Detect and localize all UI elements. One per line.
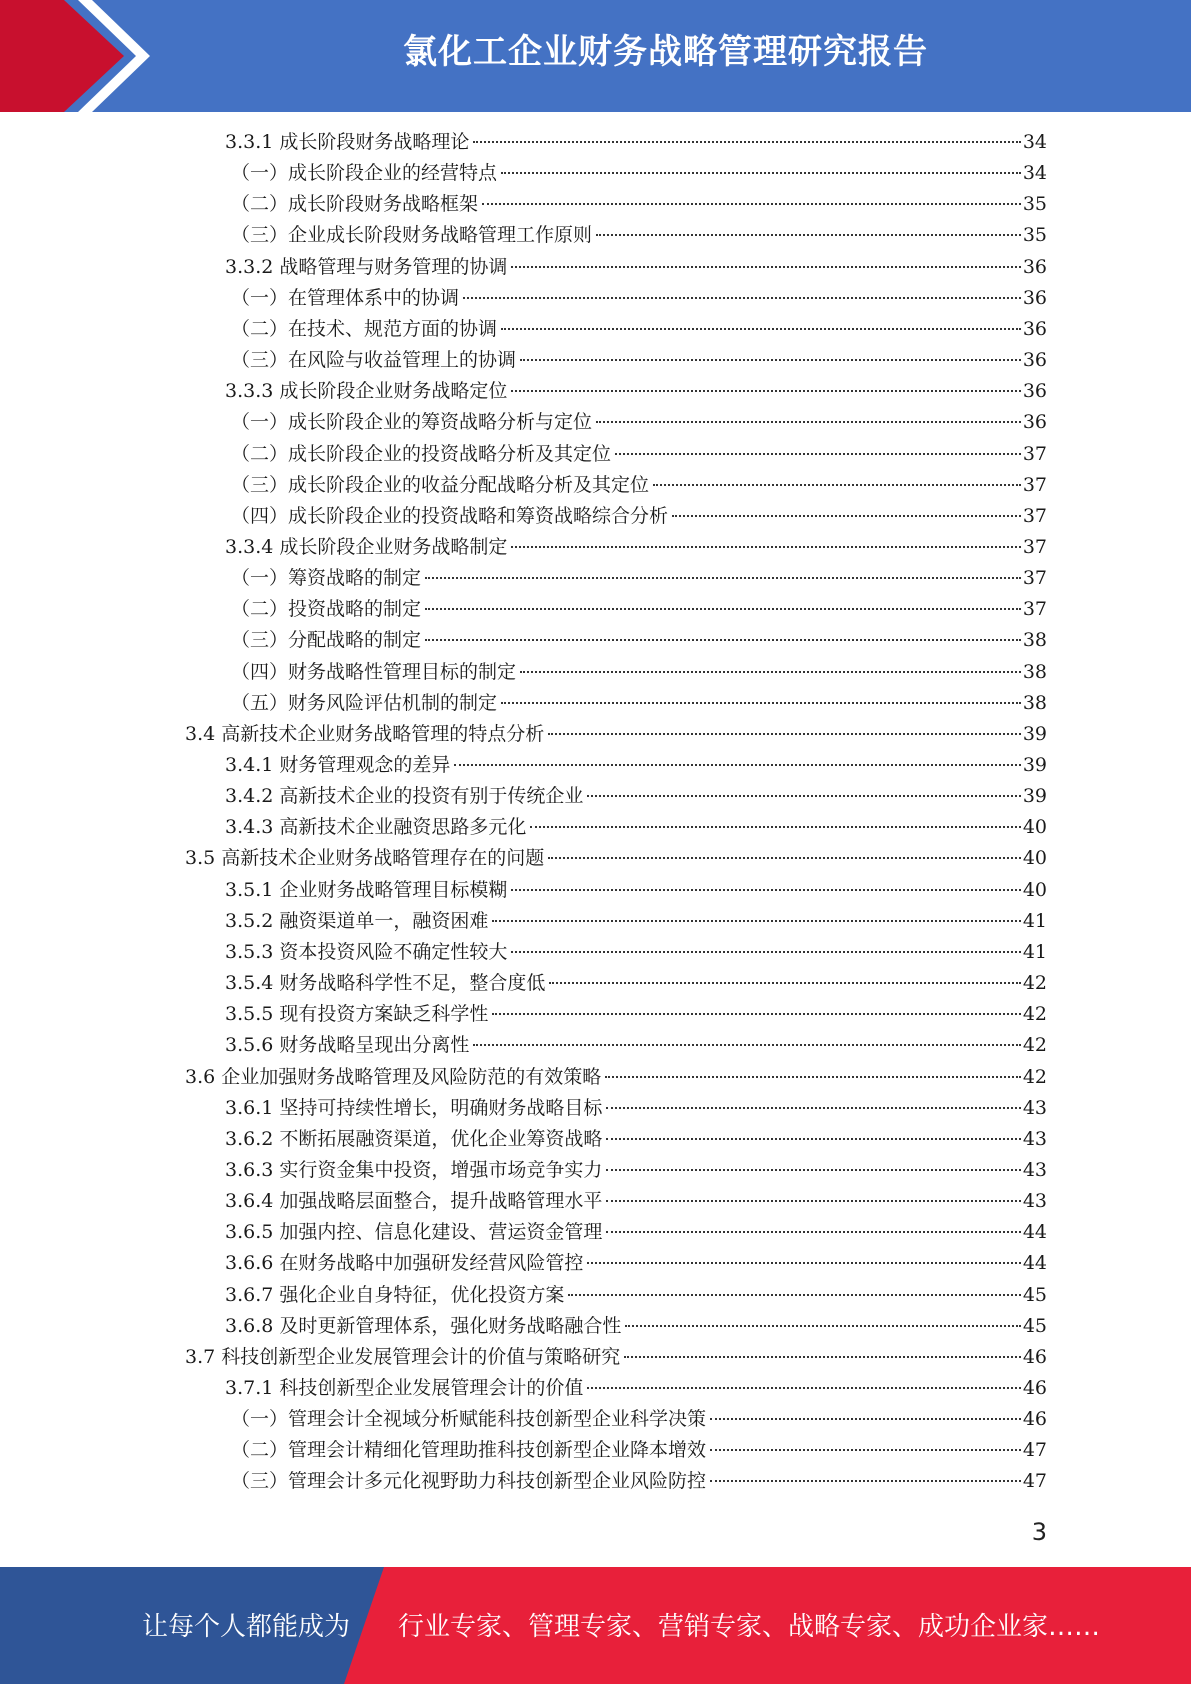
toc-dot-leader bbox=[587, 795, 1020, 797]
toc-dot-leader bbox=[425, 639, 1021, 641]
footer-slogan-right: 行业专家、管理专家、营销专家、战略专家、成功企业家…… bbox=[398, 1612, 1101, 1642]
toc-entry[interactable] bbox=[231, 625, 1047, 656]
toc-entry-label: （二）成长阶段企业的投资战略分析及其定位 bbox=[231, 442, 612, 465]
toc-dot-leader bbox=[492, 1013, 1020, 1015]
toc-entry-label: 3.6.1 坚持可持续性增长，明确财务战略目标 bbox=[225, 1096, 603, 1119]
toc-entry-label: 3.5.2 融资渠道单一，融资困难 bbox=[225, 909, 489, 932]
toc-entry-page: 40 bbox=[1022, 878, 1047, 901]
toc-entry-page: 35 bbox=[1022, 224, 1047, 247]
toc-entry[interactable] bbox=[225, 1030, 1047, 1061]
toc-entry-label: （三）管理会计多元化视野助力科技创新型企业风险防控 bbox=[231, 1470, 707, 1493]
toc-dot-leader bbox=[606, 1231, 1020, 1233]
toc-dot-leader bbox=[605, 1076, 1021, 1078]
toc-entry-page: 41 bbox=[1022, 909, 1047, 932]
toc-entry[interactable] bbox=[231, 439, 1047, 470]
toc-entry[interactable] bbox=[231, 688, 1047, 719]
toc-entry-page: 42 bbox=[1022, 1034, 1047, 1057]
toc-dot-leader bbox=[548, 733, 1021, 735]
toc-dot-leader bbox=[473, 141, 1020, 143]
toc-entry-label: 3.6 企业加强财务战略管理及风险防范的有效策略 bbox=[185, 1065, 602, 1088]
toc-entry-page: 44 bbox=[1022, 1221, 1047, 1244]
toc-dot-leader bbox=[596, 421, 1021, 423]
toc-entry-page: 36 bbox=[1022, 380, 1047, 403]
toc-entry-label: （一）成长阶段企业的经营特点 bbox=[231, 162, 498, 185]
toc-entry-label: 3.3.3 成长阶段企业财务战略定位 bbox=[225, 380, 508, 403]
page-header bbox=[0, 0, 1191, 112]
toc-entry[interactable] bbox=[225, 1124, 1047, 1155]
toc-entry[interactable] bbox=[225, 1373, 1047, 1404]
toc-entry-page: 38 bbox=[1022, 691, 1047, 714]
toc-dot-leader bbox=[501, 328, 1021, 330]
toc-entry[interactable] bbox=[231, 220, 1047, 251]
toc-dot-leader bbox=[501, 702, 1021, 704]
toc-entry-label: 3.3.2 战略管理与财务管理的协调 bbox=[225, 255, 508, 278]
toc-entry-page: 45 bbox=[1022, 1314, 1047, 1337]
toc-entry-page: 42 bbox=[1022, 1003, 1047, 1026]
toc-dot-leader bbox=[463, 297, 1021, 299]
toc-entry[interactable] bbox=[225, 1280, 1047, 1311]
toc-dot-leader bbox=[625, 1325, 1020, 1327]
toc-entry[interactable] bbox=[231, 345, 1047, 376]
toc-entry[interactable] bbox=[225, 812, 1047, 843]
toc-entry-label: 3.4.3 高新技术企业融资思路多元化 bbox=[225, 816, 527, 839]
toc-dot-leader bbox=[501, 172, 1021, 174]
toc-entry[interactable] bbox=[231, 283, 1047, 314]
toc-entry-label: 3.4.2 高新技术企业的投资有别于传统企业 bbox=[225, 785, 584, 808]
toc-entry-page: 37 bbox=[1022, 442, 1047, 465]
toc-entry-label: （三）企业成长阶段财务战略管理工作原则 bbox=[231, 224, 593, 247]
toc-entry-label: （一）管理会计全视域分析赋能科技创新型企业科学决策 bbox=[231, 1408, 707, 1431]
toc-dot-leader bbox=[587, 1262, 1020, 1264]
toc-entry[interactable] bbox=[231, 1466, 1047, 1497]
toc-entry-label: 3.3.1 成长阶段财务战略理论 bbox=[225, 131, 470, 153]
toc-entry-label: （二）投资战略的制定 bbox=[231, 598, 422, 621]
toc-dot-leader bbox=[549, 982, 1020, 984]
page-number: 3 bbox=[1031, 1518, 1047, 1546]
toc-entry-label: 3.6.2 不断拓展融资渠道，优化企业筹资战略 bbox=[225, 1127, 603, 1150]
toc-entry-label: （二）成长阶段财务战略框架 bbox=[231, 193, 479, 216]
toc-entry[interactable] bbox=[231, 1404, 1047, 1435]
footer-slogan-left: 让每个人都能成为 bbox=[142, 1612, 351, 1642]
toc-entry-label: （三）在风险与收益管理上的协调 bbox=[231, 349, 517, 372]
toc-entry[interactable] bbox=[225, 252, 1047, 283]
toc-entry-page: 37 bbox=[1022, 567, 1047, 590]
toc-entry-label: （一）筹资战略的制定 bbox=[231, 567, 422, 590]
toc-entry[interactable] bbox=[225, 1155, 1047, 1186]
toc-dot-leader bbox=[624, 1356, 1021, 1358]
toc-entry[interactable] bbox=[225, 781, 1047, 812]
toc-entry[interactable] bbox=[231, 594, 1047, 625]
toc-entry[interactable] bbox=[225, 1217, 1047, 1248]
toc-entry-label: 3.5.6 财务战略呈现出分离性 bbox=[225, 1034, 470, 1057]
toc-entry-page: 34 bbox=[1022, 162, 1047, 185]
toc-entry[interactable] bbox=[231, 189, 1047, 220]
toc-dot-leader bbox=[568, 1294, 1020, 1296]
toc-entry-page: 43 bbox=[1022, 1096, 1047, 1119]
toc-dot-leader bbox=[672, 515, 1021, 517]
toc-entry-page: 36 bbox=[1022, 349, 1047, 372]
toc-entry-page: 37 bbox=[1022, 473, 1047, 496]
toc-entry[interactable] bbox=[231, 470, 1047, 501]
toc-dot-leader bbox=[492, 920, 1020, 922]
toc-entry-label: 3.6.6 在财务战略中加强研发经营风险管控 bbox=[225, 1252, 584, 1275]
toc-entry-label: 3.6.8 及时更新管理体系，强化财务战略融合性 bbox=[225, 1314, 622, 1337]
toc-entry-page: 41 bbox=[1022, 940, 1047, 963]
toc-entry-page: 36 bbox=[1022, 286, 1047, 309]
toc-entry[interactable] bbox=[225, 937, 1047, 968]
toc-dot-leader bbox=[653, 484, 1021, 486]
toc-entry-page: 39 bbox=[1022, 785, 1047, 808]
toc-dot-leader bbox=[587, 1387, 1020, 1389]
toc-entry[interactable] bbox=[185, 1342, 1047, 1373]
toc-dot-leader bbox=[511, 266, 1020, 268]
toc-entry[interactable] bbox=[225, 1311, 1047, 1342]
toc-entry[interactable] bbox=[225, 968, 1047, 999]
toc-entry-label: 3.7 科技创新型企业发展管理会计的价值与策略研究 bbox=[185, 1345, 621, 1368]
toc-entry[interactable] bbox=[225, 750, 1047, 781]
page-footer bbox=[0, 1567, 1191, 1684]
toc-entry[interactable] bbox=[225, 532, 1047, 563]
toc-entry-label: 3.5.1 企业财务战略管理目标模糊 bbox=[225, 878, 508, 901]
toc-dot-leader bbox=[454, 764, 1020, 766]
toc-entry-page: 36 bbox=[1022, 411, 1047, 434]
toc-entry-page: 34 bbox=[1022, 131, 1047, 153]
toc-entry-page: 43 bbox=[1022, 1158, 1047, 1181]
toc-entry-page: 44 bbox=[1022, 1252, 1047, 1275]
toc-entry-page: 43 bbox=[1022, 1127, 1047, 1150]
toc-entry[interactable] bbox=[231, 314, 1047, 345]
toc-entry-page: 47 bbox=[1022, 1470, 1047, 1493]
toc-entry-page: 43 bbox=[1022, 1190, 1047, 1213]
toc-entry[interactable] bbox=[231, 657, 1047, 688]
toc-entry[interactable] bbox=[231, 158, 1047, 189]
toc-entry-page: 36 bbox=[1022, 317, 1047, 340]
toc-entry-label: 3.4 高新技术企业财务战略管理的特点分析 bbox=[185, 722, 545, 745]
toc-entry[interactable] bbox=[231, 1435, 1047, 1466]
toc-entry-label: （五）财务风险评估机制的制定 bbox=[231, 691, 498, 714]
toc-dot-leader bbox=[530, 826, 1020, 828]
toc-entry-page: 45 bbox=[1022, 1283, 1047, 1306]
toc-dot-leader bbox=[606, 1200, 1020, 1202]
toc-entry-page: 42 bbox=[1022, 1065, 1047, 1088]
toc-entry-page: 37 bbox=[1022, 535, 1047, 558]
toc-entry-label: 3.6.7 强化企业自身特征，优化投资方案 bbox=[225, 1283, 565, 1306]
toc-dot-leader bbox=[606, 1169, 1020, 1171]
toc-dot-leader bbox=[425, 608, 1021, 610]
toc-entry-page: 38 bbox=[1022, 629, 1047, 652]
toc-entry-page: 37 bbox=[1022, 504, 1047, 527]
toc-entry-page: 38 bbox=[1022, 660, 1047, 683]
toc-entry-page: 37 bbox=[1022, 598, 1047, 621]
toc-entry[interactable] bbox=[185, 719, 1047, 750]
toc-entry-page: 46 bbox=[1022, 1377, 1047, 1399]
toc-entry-label: 3.6.4 加强战略层面整合，提升战略管理水平 bbox=[225, 1190, 603, 1213]
toc-dot-leader bbox=[511, 889, 1020, 891]
toc-dot-leader bbox=[473, 1044, 1020, 1046]
toc-entry-label: 3.5 高新技术企业财务战略管理存在的问题 bbox=[185, 847, 545, 870]
toc-entry-label: 3.6.5 加强内控、信息化建设、营运资金管理 bbox=[225, 1221, 603, 1244]
toc-entry[interactable] bbox=[231, 407, 1047, 438]
toc-entry[interactable] bbox=[225, 906, 1047, 937]
toc-entry-label: （四）成长阶段企业的投资战略和筹资战略综合分析 bbox=[231, 504, 669, 527]
toc-dot-leader bbox=[520, 359, 1021, 361]
toc-entry-page: 35 bbox=[1022, 193, 1047, 216]
toc-entry-label: 3.4.1 财务管理观念的差异 bbox=[225, 754, 451, 776]
toc-dot-leader bbox=[482, 203, 1021, 205]
toc-dot-leader bbox=[425, 577, 1021, 579]
toc-dot-leader bbox=[710, 1449, 1021, 1451]
toc-entry-page: 46 bbox=[1022, 1345, 1047, 1368]
toc-dot-leader bbox=[710, 1418, 1021, 1420]
toc-entry-label: 3.5.3 资本投资风险不确定性较大 bbox=[225, 940, 508, 963]
toc-entry[interactable] bbox=[225, 999, 1047, 1030]
toc-dot-leader bbox=[511, 546, 1020, 548]
toc-entry[interactable] bbox=[225, 1186, 1047, 1217]
toc-dot-leader bbox=[615, 453, 1021, 455]
toc-entry-label: （二）管理会计精细化管理助推科技创新型企业降本增效 bbox=[231, 1439, 707, 1462]
toc-entry-label: （四）财务战略性管理目标的制定 bbox=[231, 660, 517, 683]
toc-dot-leader bbox=[511, 951, 1020, 953]
toc-entry[interactable] bbox=[225, 1093, 1047, 1124]
toc-entry-page: 40 bbox=[1022, 816, 1047, 839]
toc-entry[interactable] bbox=[225, 127, 1047, 158]
toc-entry-label: （三）成长阶段企业的收益分配战略分析及其定位 bbox=[231, 473, 650, 496]
toc-dot-leader bbox=[606, 1107, 1020, 1109]
toc-entry[interactable] bbox=[185, 843, 1047, 874]
toc-entry-label: 3.5.5 现有投资方案缺乏科学性 bbox=[225, 1003, 489, 1026]
toc-entry-label: 3.6.3 实行资金集中投资，增强市场竞争实力 bbox=[225, 1158, 603, 1181]
toc-entry-page: 46 bbox=[1022, 1408, 1047, 1431]
toc-entry-label: （三）分配战略的制定 bbox=[231, 629, 422, 652]
toc-dot-leader bbox=[520, 671, 1021, 673]
toc-entry-label: 3.7.1 科技创新型企业发展管理会计的价值 bbox=[225, 1377, 584, 1399]
toc-entry-page: 40 bbox=[1022, 847, 1047, 870]
toc-entry-page: 39 bbox=[1022, 722, 1047, 745]
toc-entry-label: 3.3.4 成长阶段企业财务战略制定 bbox=[225, 535, 508, 558]
toc-entry[interactable] bbox=[231, 563, 1047, 594]
toc-entry-page: 47 bbox=[1022, 1439, 1047, 1462]
toc-entry[interactable] bbox=[225, 1248, 1047, 1279]
toc-entry[interactable] bbox=[231, 501, 1047, 532]
toc-dot-leader bbox=[710, 1480, 1021, 1482]
toc-entry-page: 42 bbox=[1022, 972, 1047, 995]
toc-entry[interactable] bbox=[225, 875, 1047, 906]
toc-entry-label: 3.5.4 财务战略科学性不足，整合度低 bbox=[225, 972, 546, 995]
toc-dot-leader bbox=[606, 1138, 1020, 1140]
toc-entry-label: （一）成长阶段企业的筹资战略分析与定位 bbox=[231, 411, 593, 434]
document-title: 氯化工企业财务战略管理研究报告 bbox=[403, 32, 928, 72]
toc-entry[interactable] bbox=[225, 376, 1047, 407]
toc-entry-page: 36 bbox=[1022, 255, 1047, 278]
toc-dot-leader bbox=[511, 390, 1020, 392]
toc-entry-label: （二）在技术、规范方面的协调 bbox=[231, 317, 498, 340]
toc-entry[interactable] bbox=[185, 1062, 1047, 1093]
toc-entry-page: 39 bbox=[1022, 754, 1047, 776]
toc-dot-leader bbox=[548, 857, 1021, 859]
toc-dot-leader bbox=[596, 234, 1021, 236]
toc-entry-label: （一）在管理体系中的协调 bbox=[231, 286, 460, 309]
